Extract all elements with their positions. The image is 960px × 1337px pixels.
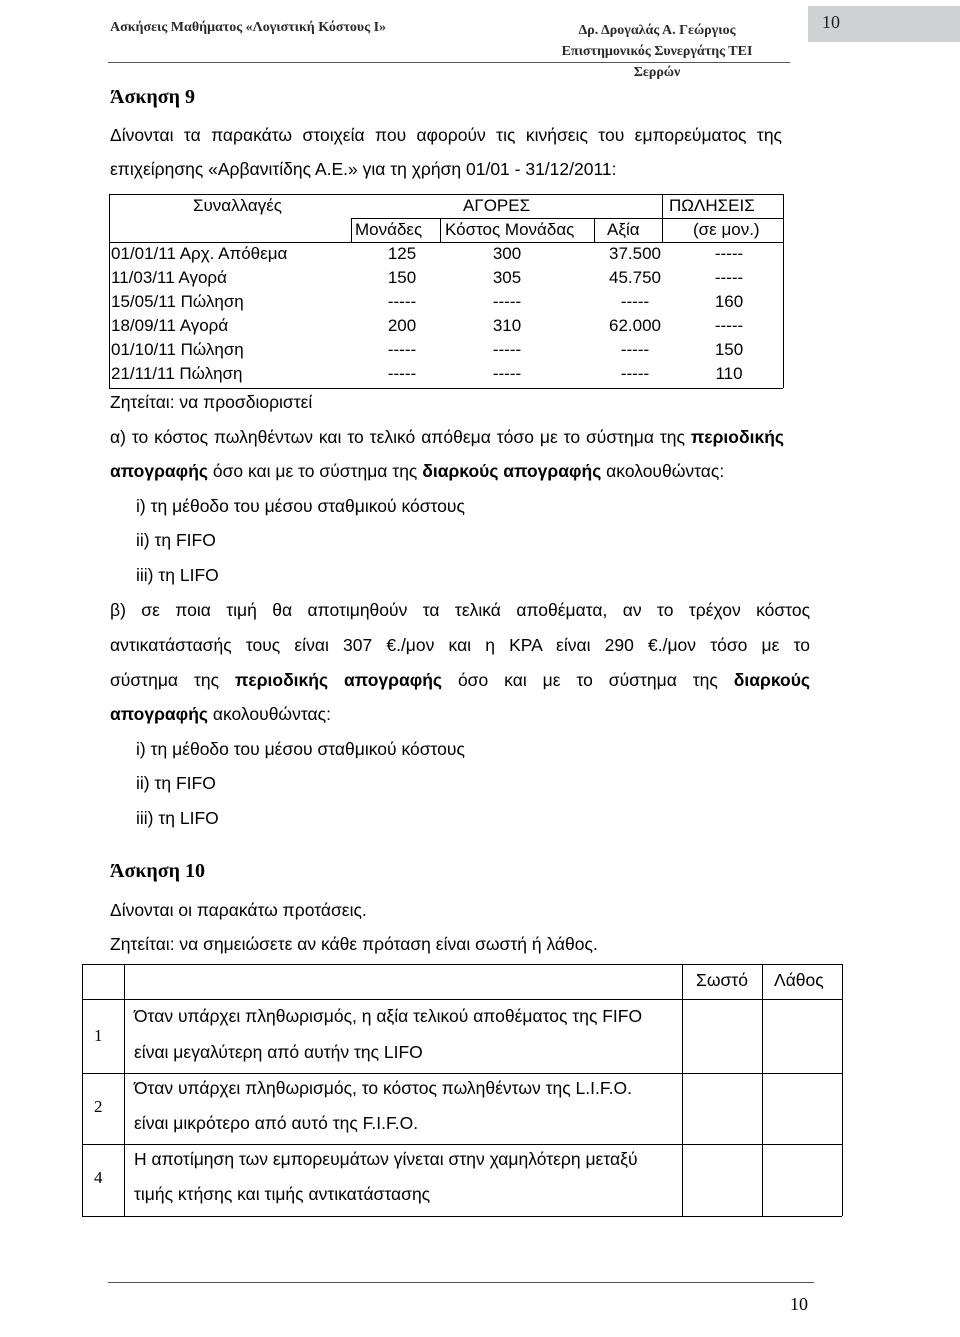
header-divider <box>108 62 790 63</box>
table-cell: ----- <box>714 268 744 287</box>
question-b-line-1: β) σε ποια τιμή θα αποτιμηθούν τα τελικά αποθέματα, αν το τρέχον κόστος <box>110 600 810 620</box>
col-header-wrong: Λάθος <box>774 970 824 990</box>
text-span: α) το κόστος πωληθέντων και το τελικό απόθεμα τόσο με το σύστημα της <box>110 427 691 447</box>
header-page-number: 10 <box>822 12 840 32</box>
table-cell: ----- <box>714 244 744 263</box>
table-rule <box>594 218 595 242</box>
table-rule <box>82 964 83 1216</box>
table-cell: ----- <box>387 292 417 311</box>
question-a-line-1 <box>110 427 784 448</box>
question-a-item-i: i) τη μέθοδο του μέσου σταθμικού κόστους <box>136 496 465 516</box>
table-rule <box>82 1144 842 1145</box>
table-cell: ----- <box>492 340 522 359</box>
text-bold: περιοδικής απογραφής <box>234 670 443 690</box>
text-span: όσο και με το σύστημα της <box>442 670 734 690</box>
header-left-title: Ασκήσεις Μαθήματος «Λογιστική Κόστους Ι» <box>110 20 387 35</box>
text-bold: απογραφής <box>110 461 208 481</box>
exercise-9-required: Ζητείται: να προσδιοριστεί <box>110 392 313 412</box>
table-cell: 110 <box>715 364 743 383</box>
col-header-in-units: (σε μον.) <box>693 220 760 239</box>
text-bold: διαρκούς απογραφής <box>422 461 602 481</box>
exercise-9-intro-2: επιχείρησης «Αρβανιτίδης Α.Ε.» για τη χρήση 01/01 - 31/12/2011: <box>110 159 617 179</box>
table-cell: 15/05/11 Πώληση <box>111 292 244 311</box>
table-rule <box>440 218 441 242</box>
statement-number: 4 <box>94 1168 103 1187</box>
table-cell: 01/10/11 Πώληση <box>111 340 244 359</box>
table-cell: 125 <box>387 244 417 263</box>
table-cell: 18/09/11 Αγορά <box>111 316 229 335</box>
question-b-line-3 <box>110 670 810 691</box>
table-cell: ----- <box>620 364 650 383</box>
table-rule <box>351 218 352 242</box>
col-header-value: Αξία <box>607 220 640 239</box>
question-b-line-4 <box>110 704 331 725</box>
text-bold: διαρκούς <box>733 670 810 690</box>
header-author-role: Επιστημονικός Συνεργάτης ΤΕΙ Σερρών <box>561 44 753 80</box>
table-cell: ----- <box>387 340 417 359</box>
table-rule <box>109 194 110 388</box>
table-rule <box>662 194 663 242</box>
table-cell: 310 <box>492 316 522 335</box>
question-b-item-iii: iii) τη LIFO <box>136 808 219 828</box>
table-rule <box>109 242 783 243</box>
table-cell: ----- <box>492 292 522 311</box>
question-b-line-2: αντικατάστασής τους είναι 307 €./μον και η ΚΡΑ είναι 290 €./μον τόσο με το <box>110 635 810 655</box>
header-page-box <box>808 6 960 42</box>
question-a-item-ii: ii) τη FIFO <box>136 530 216 550</box>
col-header-transactions: Συναλλαγές <box>193 196 282 215</box>
table-rule <box>124 964 125 1216</box>
question-a-line-2 <box>110 461 724 482</box>
text-span: όσο και με το σύστημα της <box>208 461 423 481</box>
exercise-10-title: Άσκηση 10 <box>110 860 206 882</box>
statement-number: 1 <box>94 1026 103 1045</box>
table-cell: ----- <box>492 364 522 383</box>
text-span: σύστημα της <box>110 670 235 690</box>
table-rule <box>82 1073 842 1074</box>
footer-page-number: 10 <box>790 1294 808 1314</box>
table-cell: 150 <box>387 268 417 287</box>
question-b-item-i: i) τη μέθοδο του μέσου σταθμικού κόστους <box>136 739 465 759</box>
table-rule <box>82 1216 842 1217</box>
text-span: ακολουθώντας: <box>601 461 725 481</box>
table-rule <box>109 388 783 389</box>
col-header-units: Μονάδες <box>355 220 423 239</box>
statement-text: είναι μεγαλύτερη από αυτήν της LIFO <box>134 1042 423 1062</box>
table-cell: ----- <box>620 292 650 311</box>
exercise-9-title: Άσκηση 9 <box>110 86 196 108</box>
statement-text: είναι μικρότερο από αυτό της F.I.F.O. <box>134 1113 419 1133</box>
col-header-purchases: ΑΓΟΡΕΣ <box>463 196 531 215</box>
statement-text: Η αποτίμηση των εμπορευμάτων γίνεται στην χαμηλότερη μεταξύ <box>134 1149 638 1169</box>
col-header-sales: ΠΩΛΗΣΕΙΣ <box>669 196 755 215</box>
statement-text: Όταν υπάρχει πληθωρισμός, η αξία τελικού αποθέματος της FIFO <box>134 1006 643 1026</box>
table-cell: 305 <box>492 268 522 287</box>
table-rule <box>109 194 783 195</box>
header-right-author <box>537 20 777 83</box>
table-cell: 21/11/11 Πώληση <box>111 364 243 383</box>
table-rule <box>351 218 783 219</box>
table-cell: 01/01/11 Αρχ. Απόθεμα <box>111 244 288 263</box>
table-cell: 62.000 <box>609 316 661 335</box>
table-cell: 45.750 <box>609 268 661 287</box>
footer-divider <box>108 1282 814 1283</box>
col-header-correct: Σωστό <box>696 970 748 990</box>
table-cell: 11/03/11 Αγορά <box>111 268 227 287</box>
statement-number: 2 <box>94 1097 103 1116</box>
col-header-unit-cost: Κόστος Μονάδας <box>445 220 575 239</box>
exercise-9-intro-1: Δίνονται τα παρακάτω στοιχεία που αφορούν τις κινήσεις του εμπορεύματος της <box>110 125 782 145</box>
table-cell: 160 <box>714 292 744 311</box>
table-rule <box>682 964 683 1216</box>
table-rule <box>82 964 842 965</box>
table-cell: 200 <box>387 316 417 335</box>
table-rule <box>762 964 763 1216</box>
text-bold: περιοδικής <box>690 427 784 447</box>
table-cell: 37.500 <box>609 244 661 263</box>
table-rule <box>82 999 842 1000</box>
table-rule <box>842 964 843 1216</box>
table-cell: 300 <box>492 244 522 263</box>
table-cell: ----- <box>714 316 744 335</box>
true-false-table <box>82 964 842 1216</box>
transactions-table <box>109 194 783 388</box>
question-a-item-iii: iii) τη LIFO <box>136 565 219 585</box>
table-rule <box>783 194 784 388</box>
statement-text: Όταν υπάρχει πληθωρισμός, το κόστος πωληθέντων της L.I.F.O. <box>134 1078 632 1098</box>
table-cell: ----- <box>620 340 650 359</box>
text-span: ακολουθώντας: <box>208 704 331 724</box>
text-bold: απογραφής <box>110 704 208 724</box>
question-b-item-ii: ii) τη FIFO <box>136 773 216 793</box>
exercise-10-intro-2: Ζητείται: να σημειώσετε αν κάθε πρόταση είναι σωστή ή λάθος. <box>110 934 598 954</box>
statement-text: τιμής κτήσης και τιμής αντικατάστασης <box>134 1184 431 1204</box>
table-cell: 150 <box>714 340 744 359</box>
table-cell: ----- <box>387 364 417 383</box>
exercise-10-intro-1: Δίνονται οι παρακάτω προτάσεις. <box>110 900 367 920</box>
header-author-name: Δρ. Δρογαλάς Α. Γεώργιος <box>578 23 736 38</box>
